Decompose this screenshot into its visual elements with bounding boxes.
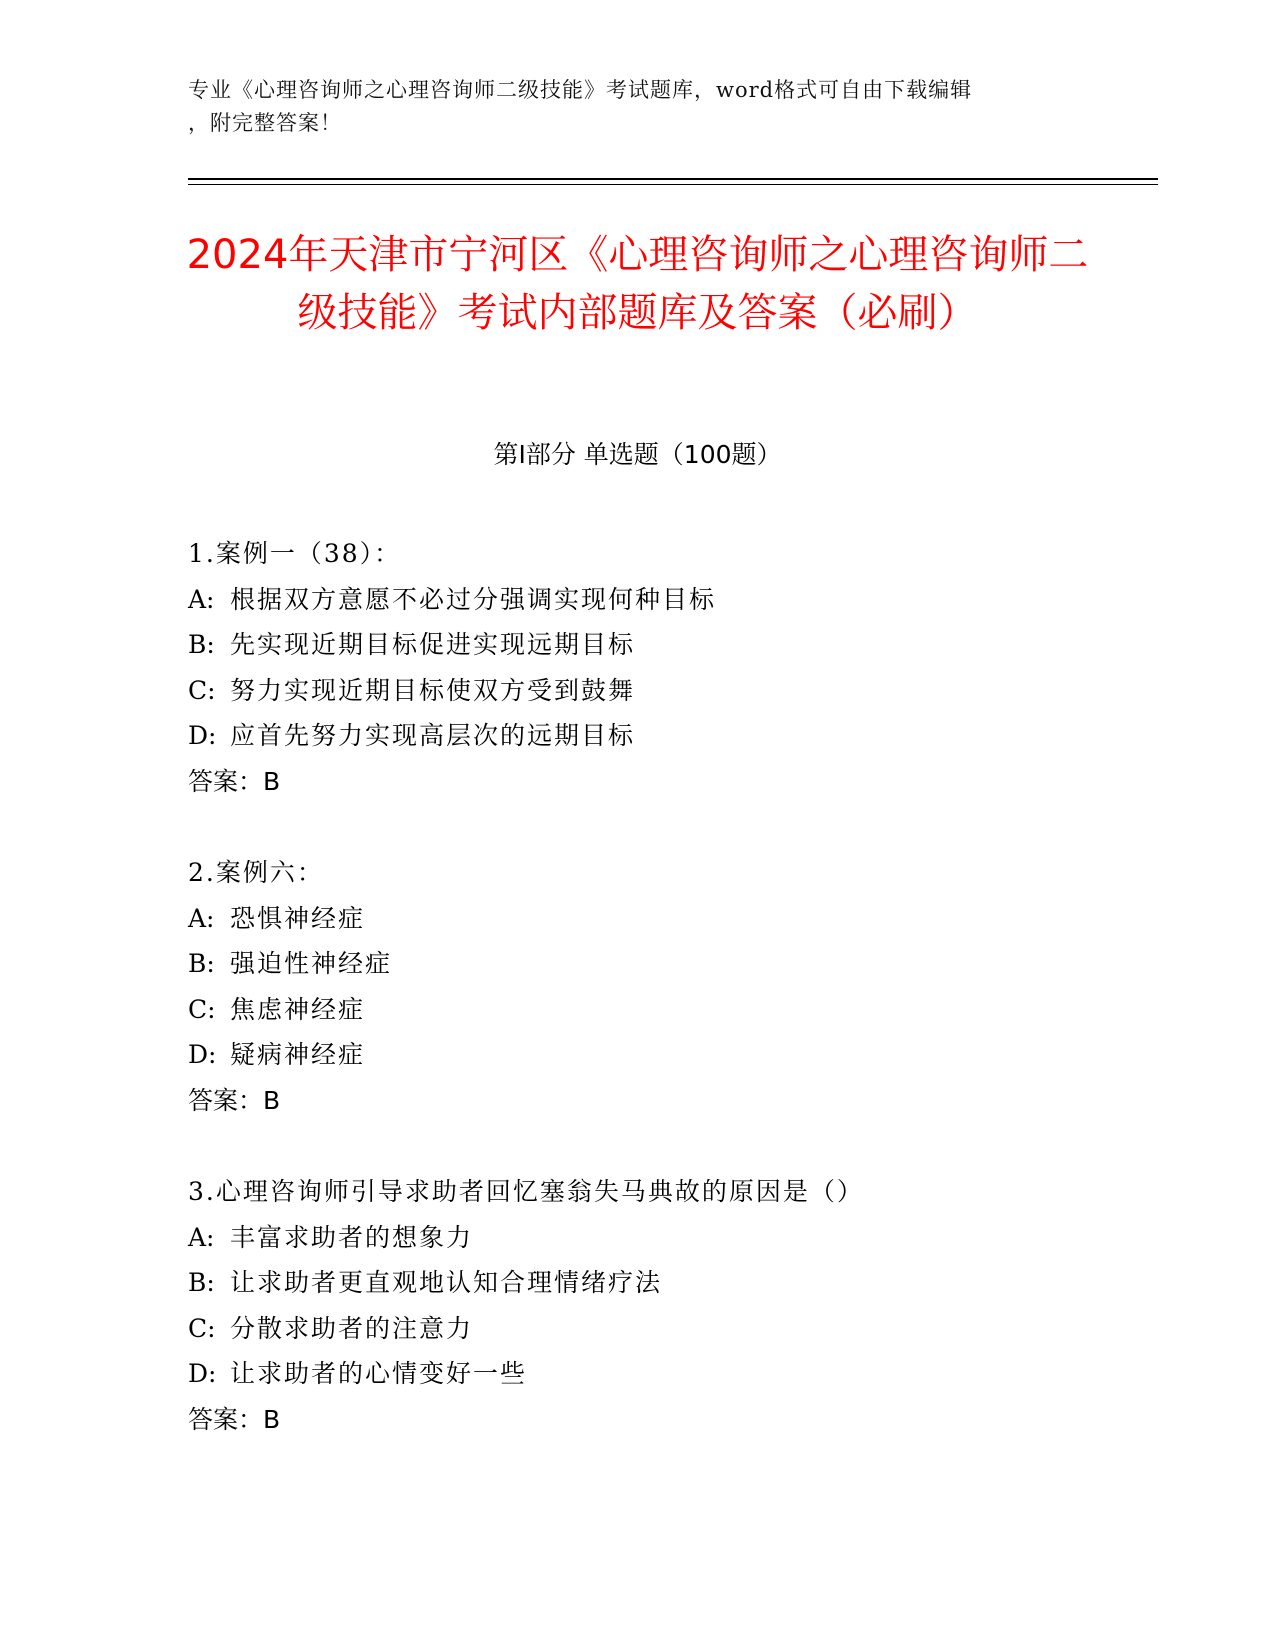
header-note-line-2: ，附完整答案！ <box>188 111 342 135</box>
question-2 <box>188 850 1148 1123</box>
question-stem: 3.心理咨询师引导求助者回忆塞翁失马典故的原因是（） <box>188 1177 864 1206</box>
option-d <box>188 1032 1148 1078</box>
option-b <box>188 622 1148 668</box>
header-divider-thin <box>188 184 1158 185</box>
option-text: 丰富求助者的想象力 <box>230 1222 474 1252</box>
option-text: 分散求助者的注意力 <box>230 1313 474 1343</box>
option-text: 疑病神经症 <box>230 1040 366 1069</box>
option-b <box>188 1260 1148 1306</box>
option-a <box>188 577 1148 623</box>
option-c <box>188 668 1148 714</box>
option-text: 让求助者更直观地认知合理情绪疗法 <box>230 1268 663 1297</box>
option-label: C: <box>188 994 216 1024</box>
option-text: 强迫性神经症 <box>230 949 393 978</box>
option-label: A: <box>188 584 215 614</box>
option-label: D: <box>188 1040 217 1069</box>
header-divider-thick <box>188 178 1158 180</box>
option-text: 焦虑神经症 <box>230 994 366 1024</box>
option-label: A: <box>188 903 215 933</box>
option-label: D: <box>188 721 217 750</box>
option-label: B: <box>188 630 215 659</box>
answer-line: 答案：B <box>188 1404 281 1434</box>
option-c <box>188 1306 1148 1352</box>
option-label: C: <box>188 1313 216 1343</box>
option-label: A: <box>188 1222 215 1252</box>
option-label: B: <box>188 949 215 978</box>
option-label: C: <box>188 675 216 705</box>
question-stem: 1.案例一（38）： <box>188 539 402 568</box>
option-text: 先实现近期目标促进实现远期目标 <box>230 630 636 659</box>
header-note <box>188 74 1088 140</box>
question-3 <box>188 1169 1148 1442</box>
option-label: B: <box>188 1268 215 1297</box>
option-d <box>188 1351 1148 1397</box>
option-c <box>188 987 1148 1033</box>
option-label: D: <box>188 1359 217 1388</box>
header-note-line-1: 专业《心理咨询师之心理咨询师二级技能》考试题库，word格式可自由下载编辑 <box>188 78 973 102</box>
question-1 <box>188 531 1148 804</box>
question-stem: 2.案例六： <box>188 858 324 887</box>
option-text: 努力实现近期目标使双方受到鼓舞 <box>230 675 636 705</box>
option-a <box>188 1215 1148 1261</box>
option-text: 让求助者的心情变好一些 <box>230 1359 528 1388</box>
option-a <box>188 896 1148 942</box>
option-b <box>188 941 1148 987</box>
option-text: 恐惧神经症 <box>230 903 366 933</box>
option-text: 根据双方意愿不必过分强调实现何种目标 <box>230 584 717 614</box>
answer-line: 答案：B <box>188 766 281 796</box>
document-title: 2024年天津市宁河区《心理咨询师之心理咨询师二级技能》考试内部题库及答案（必刷） <box>186 232 1089 336</box>
section-heading: 第Ⅰ部分 单选题（100题） <box>493 440 782 469</box>
answer-line: 答案：B <box>188 1085 281 1115</box>
option-d <box>188 713 1148 759</box>
option-text: 应首先努力实现高层次的远期目标 <box>230 721 636 750</box>
